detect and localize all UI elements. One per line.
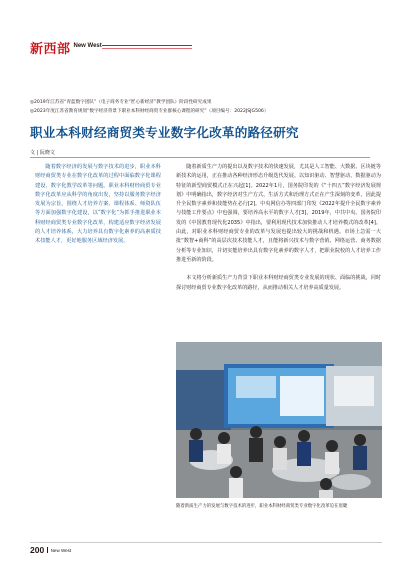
article-body — [176, 163, 381, 302]
abstract-text: 随着数字经济的发展与数字技术的进步，职业本科财经商贸类专业在数字化改革的过程中面临数字化课程建设、数字化教学改革等问题。职业本科财经商贸专业数字化改革应从科学的角度出发，坚持以服务数字经济发展为宗旨，围绕人才培养方案、课程体系、师资队伍等方面加强数字化建设，以“数字化”为抓手推进职业本科财经商贸类专业数字化改革，构建适应数字经济发展的人才培养体系，大力培养具有数字化素养的高素质技术技能人才，更好地服务区域经济发展。 — [35, 164, 161, 245]
page-footer — [30, 545, 71, 555]
header-rule — [102, 45, 192, 46]
article-title: 职业本科财经商贸类专业数字化改革的路径研究 — [30, 125, 299, 140]
masthead — [30, 40, 102, 57]
body-paragraph-1: 随着新质生产力的提出以及数字技术的快速发展，尤其是人工智能、大数据、区块链等新技术的运用，正在推动各种经济形态升级迭代发展。以知识驱动、智慧驱动、数据驱动为特征的新型商贸模式正在兴起[1]。2022年1月，国务院印发的《“十四五”数字经济发展规划》中明确指出，数字经济对生产方式、生活方式和治理方式正在产生深刻的变革，因此提升全民数字素养和技能势在必行[2]。中央网信办等四部门印发《2022年提升全民数字素养与技能工作要点》中也强调，要培养高水平的数字人才[3]。2019年，中共中央、国务院印发的《中国教育现代化2035》中指出，要利用现代技术加快推动人才培养模式的改革[4]。由此，对职业本科财经商贸专业的改革与发展也提出较大的挑战和机遇。市场上急需一大批“数智+商科”的高层次技术技能人才，且能将新兴技术与数字营销、网络运营、商务数据分析等专业知识，并切实能培养出具有数字化素养的数字人才，把职业院校的人才培养工作推进至新的阶段。 — [176, 164, 381, 263]
body-paragraph-2: 本文将分析新质生产力背景下职业本科财经商贸类专业发展的现状、面临的挑战，同时探讨财经商贸专业数字化改革的路径，从而推动相关人才培养高质量发展。 — [176, 275, 381, 291]
funding-note-1: ◎2019年江苏省“青蓝数字团队”（电子商务专业“匠心新经济”教学团队）阶段性研究成果 — [30, 100, 212, 105]
magazine-logo-english: New West — [73, 42, 102, 49]
funding-note-2: ◎2023年度江苏省教育规划“数字经济背景下职业本科财经商贸专业群核心课程的研究”（项目编号：2022JSJG506） — [30, 109, 269, 114]
magazine-logo: 新西部 — [30, 41, 71, 57]
author-byline: 文 | 阮晓文 — [30, 150, 55, 156]
footer-separator — [47, 547, 48, 553]
photo-caption: 随着新质生产力的发展与数字技术的进步，职业本科财经商贸类专业数字化改革迫在眉睫 — [176, 504, 348, 509]
article-photo — [176, 342, 382, 498]
footer-magazine-name: New West — [50, 547, 72, 553]
page-number: 200 — [30, 545, 45, 555]
article-abstract — [35, 163, 161, 445]
byline-divider — [30, 157, 370, 158]
header-rule-secondary — [102, 48, 192, 49]
funding-notes — [30, 98, 380, 116]
footer-rule — [30, 542, 382, 543]
